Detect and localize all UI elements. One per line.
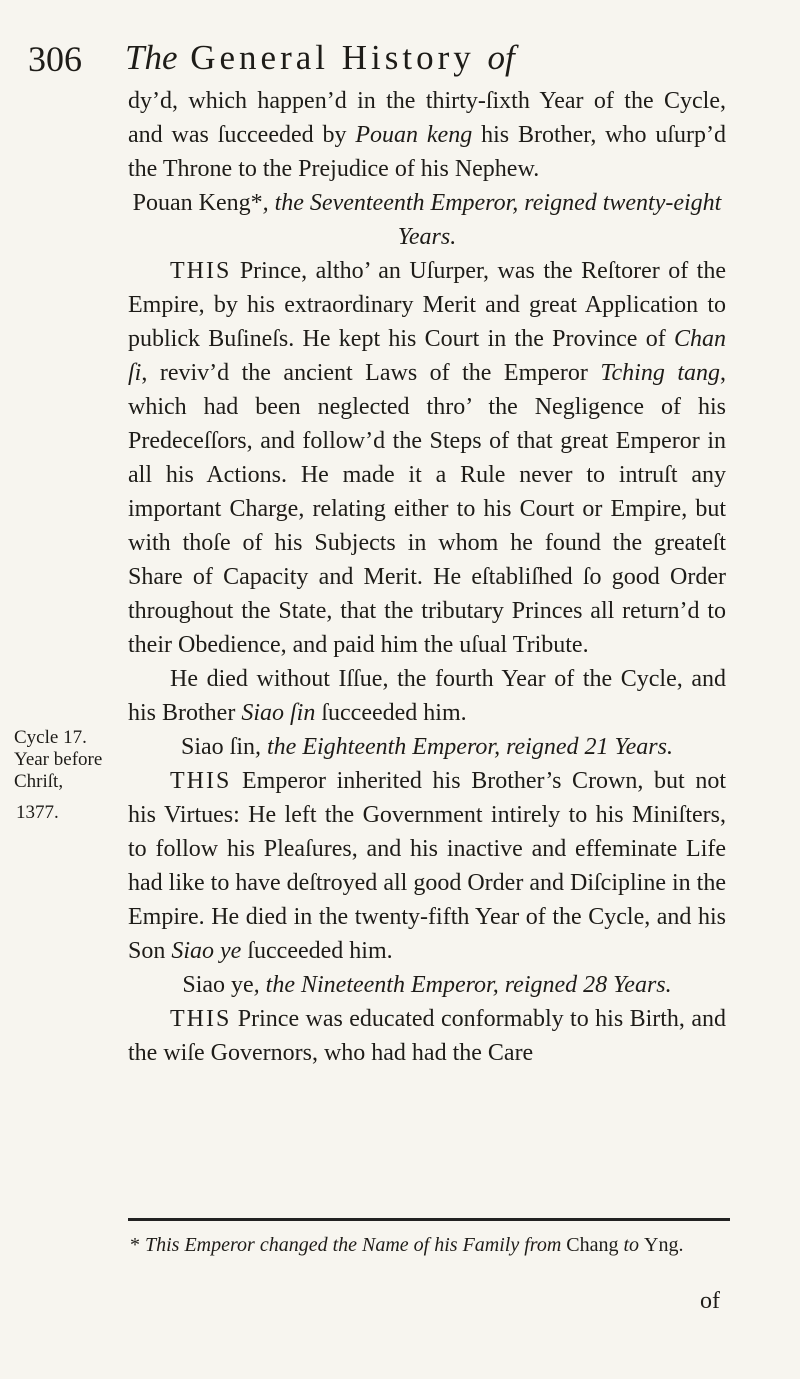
heading-eighteenth-emperor: Siao ſin, the Eighteenth Emperor, reigned 21 Years. [181, 734, 673, 760]
margin-year: 1377. [16, 802, 59, 823]
footnote-rule [128, 1218, 730, 1221]
paragraph-pouan-keng: THIS Prince, altho’ an Uſurper, was the Reſtorer of the Empire, by his extraordinary Merit and great Application to publick Buſineſs. He kept his Court in the Province of Chan ſi, reviv’d the ancient Laws of the Emperor Tching tang, which had been neglected thro’ the Negligence of his Predeceſſors, and follow’d the Steps of that great Emperor in all his Actions. He made it a Rule never to intruſt any important Charge, relating either to his Court or Empire, but with thoſe of his Subjects in whom he found the greateſt Share of Capacity and Merit. He eſtabliſhed ſo good Order throughout the State, that the tributary Princes all return’d to their Obedience, and paid him the uſual Tribute. [128, 258, 727, 658]
heading-nineteenth-emperor: Siao ye, the Nineteenth Emperor, reigned 28 Years. [182, 972, 672, 998]
continuation-paragraph: dy’d, which happen’d in the thirty-ſixth Year of the Cycle, and was ſucceeded by Pouan keng his Brother, who uſurp’d the Throne to the Prejudice of his Nephew. [128, 88, 727, 182]
margin-cycle-note: Cycle 17. Year before Chriſt, [14, 727, 103, 792]
running-head [125, 38, 515, 78]
catchword: of [700, 1288, 720, 1314]
running-head-of: of [487, 38, 515, 77]
footnote: * This Emperor changed the Name of his Family from Chang to Yng. [130, 1234, 684, 1256]
paragraph-siao-sin: THIS Emperor inherited his Brother’s Crown, but not his Virtues: He left the Government intirely to his Miniſters, to follow his Pleaſures, and his inactive and effeminate Life had like to have deſtroyed all good Order and Diſcipline in the Empire. He died in the twenty-fifth Year of the Cycle, and his Son Siao ye ſucceeded him. [128, 768, 727, 964]
paragraph-death: He died without Iſſue, the fourth Year of the Cycle, and his Brother Siao ſin ſucceeded him. [128, 666, 726, 726]
running-head-main: General History [190, 38, 475, 77]
name-pouan-keng: Pouan keng [355, 122, 473, 148]
running-head-the: The [125, 38, 178, 77]
body-text [128, 84, 726, 1070]
heading-seventeenth-emperor: Pouan Keng*, the Seventeenth Emperor, reigned twenty-eight Years. [132, 190, 722, 250]
paragraph-siao-ye: THIS Prince was educated conformably to his Birth, and the wiſe Governors, who had had the Care [128, 1006, 727, 1066]
page-number: 306 [28, 39, 82, 79]
